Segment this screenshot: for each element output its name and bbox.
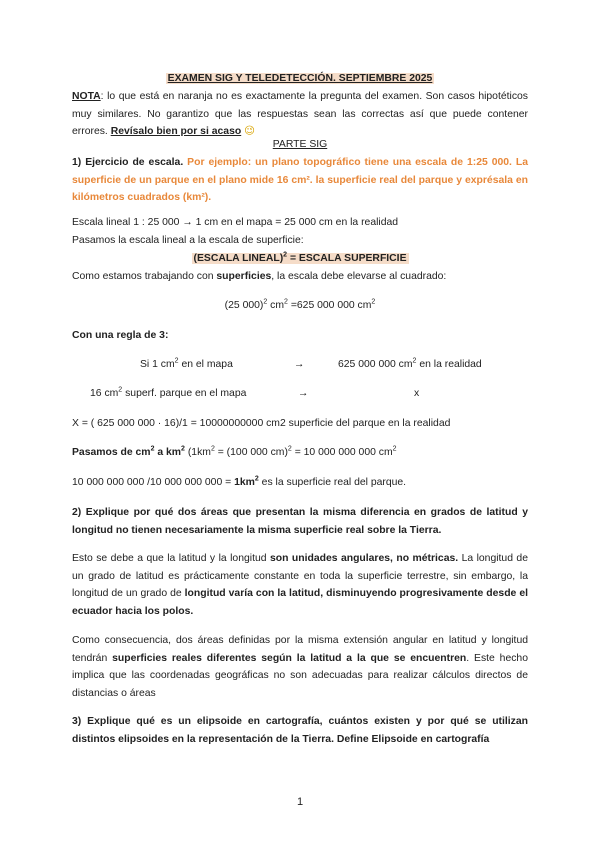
result-bold: 1km: [234, 477, 255, 488]
como-pre: Como estamos trabajando con: [72, 271, 217, 282]
scale-line: Escala lineal 1 : 25 000 → 1 cm en el mapa = 25 000 cm en la realidad: [72, 217, 399, 228]
q2-p1-a: Esto se debe a que la latitud y la longitud: [72, 553, 270, 564]
eq1-sup-a: 2: [263, 298, 268, 306]
pasamos-cm-line: [72, 444, 528, 462]
wink-icon: 😉: [244, 126, 255, 137]
eq1-sup-c: 2: [371, 298, 376, 306]
equation-1: [72, 297, 528, 315]
eq1-b: cm: [267, 300, 285, 311]
rule-row2-arrow: →: [298, 388, 309, 399]
rule-row1-right-sup: 2: [412, 357, 417, 365]
question-1-prompt-b: la superficie real del parque y exprésala en: [315, 174, 529, 186]
exam-title-line: [72, 70, 528, 88]
q2-p2-b: superficies reales diferentes según la latitud a la que se encuentren: [112, 652, 467, 664]
como-post: , la escala debe elevarse al cuadrado:: [271, 271, 447, 282]
q2-p1-d: longitud varía con la latitud, disminuyendo progresivamente desde el ecuador hacia los polos.: [72, 588, 528, 617]
question-1-label: 1) Ejercicio de escala.: [72, 157, 184, 168]
eq1-a: (25 000): [224, 300, 264, 311]
question-3: 3) Explique qué es un elipsoide en cartografía, cuántos existen y por qué se utilizan distintos elipsoides en la representación de la Tierra. Define Elipsoide en cartografía: [72, 716, 528, 745]
question-1-prompt-a: Por ejemplo: un plano topográfico tiene una escala de 1:25 000. La superficie de un parque en el plano mide 16 cm².: [72, 157, 529, 186]
result-sup: 2: [254, 475, 259, 483]
regla-heading: Con una regla de 3:: [72, 330, 169, 341]
rule-row2-left: [90, 385, 246, 402]
note-paragraph: [72, 88, 528, 141]
eq1-sup-b: 2: [284, 298, 288, 306]
exam-title: EXAMEN SIG Y TELEDETECCIÓN. SEPTIEMBRE 2025: [167, 73, 433, 84]
rule-row1-right: [338, 356, 482, 373]
question-1-prompt-c: kilómetros cuadrados (km²).: [72, 192, 212, 203]
formula-sup: 2: [283, 251, 288, 259]
q2-p2-c: . Este hecho implica que las coordenadas geográficas no son adecuadas para realizar cálculos directos de distancias o áreas: [72, 652, 528, 699]
q2-p1-c: La longitud de un grado de latitud es prácticamente constante en toda la superficie terrestre, sin embargo, la longitud de un grado de: [72, 553, 528, 599]
x-line: X = ( 625 000 000 · 16)/1 = 10000000000 cm2 superficie del parque en la realidad: [72, 418, 451, 429]
pasamos-cm-rest-c: = 10 000 000 000 cm: [291, 447, 393, 458]
pasamos-cm-b: a km: [154, 447, 182, 458]
rule-row1-left-text: Si 1 cm: [140, 359, 175, 370]
formula-line: [72, 250, 528, 268]
rule-row2-right: x: [414, 388, 420, 399]
pasamos-cm-sup-a: 2: [150, 445, 155, 453]
question-1: [72, 154, 528, 207]
note-bold-tail: Revísalo bien por si acaso: [110, 126, 242, 137]
pasamos-cm-sup-c: 2: [210, 445, 215, 453]
rule-row1-left-sup: 2: [174, 357, 179, 365]
result-line: [72, 474, 528, 492]
rule-row1-left-tail: en el mapa: [178, 359, 233, 370]
q2-p2-a: Como consecuencia, dos áreas definidas por la misma extensión angular en latitud y longitud tendrán: [72, 635, 528, 664]
formula: [192, 253, 409, 264]
note-label: NOTA: [72, 91, 101, 102]
section-heading-line: [72, 136, 528, 154]
result-pre: 10 000 000 000 /10 000 000 000 =: [72, 477, 235, 488]
como-bold: superficies: [216, 271, 272, 282]
rule-row2-left-tail: superf. parque en el mapa: [122, 388, 247, 399]
formula-left: (ESCALA LINEAL): [193, 253, 284, 264]
rule-row1-right-tail: en la realidad: [416, 359, 482, 370]
section-heading: PARTE SIG: [272, 139, 328, 150]
pasamos-cm-sup-b: 2: [181, 445, 185, 453]
formula-right: = ESCALA SUPERFICIE: [287, 253, 407, 264]
result-post: es la superficie real del parque.: [258, 477, 407, 488]
rule-row2-left-sup: 2: [118, 386, 123, 394]
page-number: 1: [296, 796, 304, 808]
question-2: 2) Explique por qué dos áreas que presentan la misma diferencia en grados de latitud y longitud no tienen necesariamente la misma superficie real sobre la Tierra.: [72, 507, 528, 536]
note-text: : lo que está en naranja no es exactamente la pregunta del examen. Son casos hipotéticos muy similares. No garantizo que las respuestas sean las correctas así que puede contener errores.: [72, 91, 528, 137]
q2-p1-b: son unidades angulares, no métricas.: [269, 553, 459, 564]
rule-row1-arrow: →: [294, 359, 305, 370]
pasamos-cm-sup-e: 2: [392, 445, 397, 453]
rule-row1-right-text: 625 000 000 cm: [338, 359, 413, 370]
pasamos-cm-a: Pasamos de cm: [72, 447, 151, 458]
rule-row2-left-text: 16 cm: [90, 388, 119, 399]
q2-paragraph-2: [72, 632, 528, 702]
rule-row1-left: [140, 356, 233, 373]
pasamos-cm-rest-a: (1km: [184, 447, 211, 458]
pasamos-cm-rest-b: = (100 000 cm): [214, 447, 288, 458]
q2-paragraph-1: [72, 550, 528, 620]
eq1-c: =625 000 000 cm: [287, 300, 372, 311]
pasamos-line: Pasamos la escala lineal a la escala de superficie:: [72, 235, 304, 246]
como-line: [72, 268, 528, 286]
pasamos-cm-sup-d: 2: [287, 445, 292, 453]
